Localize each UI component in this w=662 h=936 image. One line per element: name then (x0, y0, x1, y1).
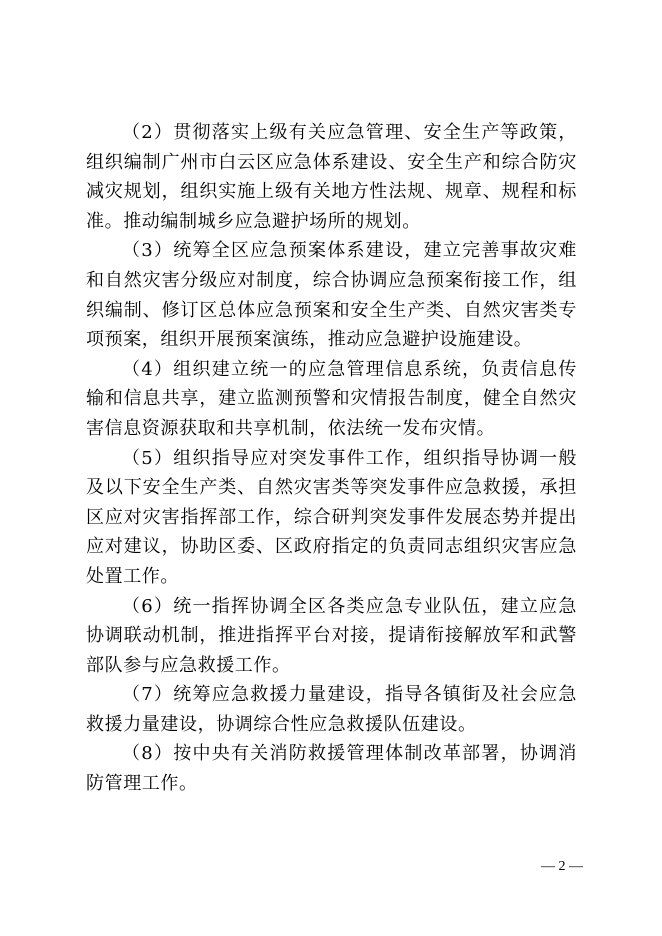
document-body (86, 118, 577, 799)
paragraph-3: （3）统筹全区应急预案体系建设，建立完善事故灾难和自然灾害分级应对制度，综合协调应急预案衔接工作，组织编制、修订区总体应急预案和安全生产类、自然灾害类专项预案，组织开展预案演练，推动应急避护设施建设。 (86, 240, 577, 351)
paragraph-5: （5）组织指导应对突发事件工作，组织指导协调一般及以下安全生产类、自然灾害类等突发事件应急救援，承担区应对灾害指挥部工作，综合研判突发事件发展态势并提出应对建议，协助区委、区政府指定的负责同志组织灾害应急处置工作。 (86, 447, 577, 587)
page-number: — 2 — (541, 859, 583, 874)
paragraph-2: （2）贯彻落实上级有关应急管理、安全生产等政策，组织编制广州市白云区应急体系建设、安全生产和综合防灾减灾规划，组织实施上级有关地方性法规、规章、规程和标准。推动编制城乡应急避护场所的规划。 (86, 122, 577, 232)
paragraph-4: （4）组织建立统一的应急管理信息系统，负责信息传输和信息共享，建立监测预警和灾情报告制度，健全自然灾害信息资源获取和共享机制，依法统一发布灾情。 (86, 358, 577, 439)
paragraph-8: （8）按中央有关消防救援管理体制改革部署，协调消防管理工作。 (86, 743, 577, 795)
paragraph-6: （6）统一指挥协调全区各类应急专业队伍，建立应急协调联动机制，推进指挥平台对接，提请衔接解放军和武警部队参与应急救援工作。 (86, 595, 577, 676)
paragraph-7: （7）统筹应急救援力量建设，指导各镇街及社会应急救援力量建设，协调综合性应急救援队伍建设。 (86, 684, 577, 735)
